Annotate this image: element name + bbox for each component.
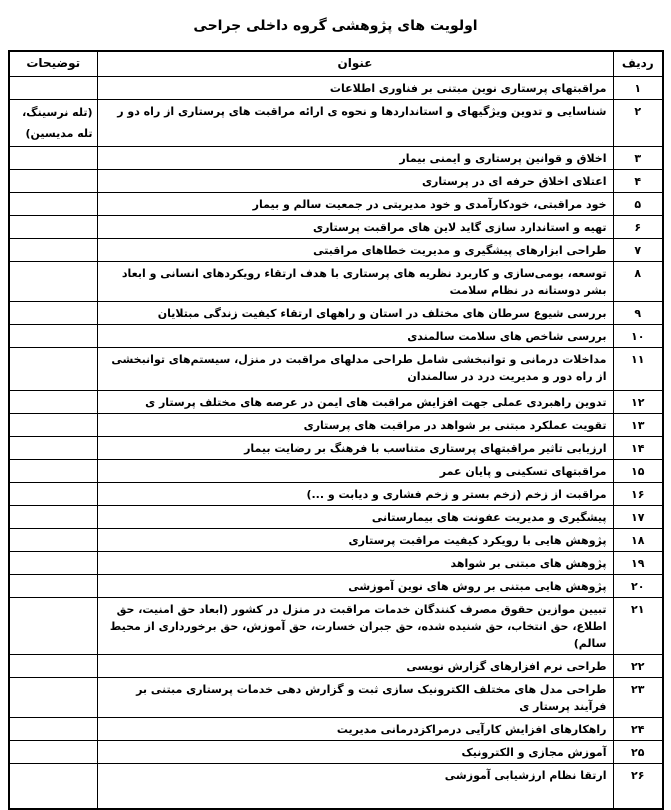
row-title: شناسایی و تدوین ویژگیهای و استانداردها و نحوه ی ارائه مراقبت های پرستاری از راه دو ر (97, 99, 613, 146)
table-row (9, 146, 663, 169)
row-title: تبیین موازین حقوق مصرف کنندگان خدمات مراقبت در منزل در کشور (ابعاد حق امنیت، حق اطلاع، حق انتخاب، حق شنیده شده، حق جبران خسارت، حق آموزش، حق برخورداری از محیط سالم) (97, 597, 613, 654)
priorities-table (8, 50, 664, 810)
row-number: ۵ (613, 192, 663, 215)
table-row (9, 740, 663, 763)
row-title: تدوین راهبردی عملی جهت افزایش مراقبت های ایمن در عرصه های مختلف پرستار ی (97, 390, 613, 413)
row-title: پژوهش هایی با رویکرد کیفیت مراقبت پرستاری (97, 528, 613, 551)
row-number: ۳ (613, 146, 663, 169)
table-row (9, 76, 663, 99)
row-notes (9, 76, 97, 99)
row-notes (9, 192, 97, 215)
row-notes (9, 551, 97, 574)
row-title: مراقبتهای پرستاری نوین مبتنی بر فناوری اطلاعات (97, 76, 613, 99)
table-row (9, 574, 663, 597)
row-number: ۲۲ (613, 654, 663, 677)
row-number: ۱۸ (613, 528, 663, 551)
row-title: توسعه، بومی‌سازی و کاربرد نظریه های پرستاری با هدف ارتقاء رویکردهای انسانی و ابعاد بشر دوستانه در نظام سلامت (97, 261, 613, 301)
row-title: طراحی نرم افزارهای گزارش نویسی (97, 654, 613, 677)
table-row (9, 390, 663, 413)
table-row (9, 459, 663, 482)
row-number: ۱۲ (613, 390, 663, 413)
row-number: ۱۰ (613, 324, 663, 347)
row-notes (9, 482, 97, 505)
row-number: ۲۶ (613, 763, 663, 809)
row-number: ۸ (613, 261, 663, 301)
table-row (9, 215, 663, 238)
table-row (9, 763, 663, 809)
row-title: پژوهش های مبتنی بر شواهد (97, 551, 613, 574)
table-row (9, 301, 663, 324)
row-title: تهیه و استاندارد سازی گاید لاین های مراقبت پرستاری (97, 215, 613, 238)
row-notes (9, 413, 97, 436)
row-title: خود مراقبتی، خودکارآمدی و خود مدیریتی در جمعیت سالم و بیمار (97, 192, 613, 215)
row-title: پیشگیری و مدیریت عفونت های بیمارستانی (97, 505, 613, 528)
row-notes (9, 146, 97, 169)
table-row (9, 528, 663, 551)
row-title: بررسی شیوع سرطان های مختلف در استان و راههای ارتقاء کیفیت زندگی مبتلایان (97, 301, 613, 324)
row-title: پژوهش هایی مبتنی بر روش های نوین آموزشی (97, 574, 613, 597)
row-notes: (تله نرسینگ، تله مدیسین) (9, 99, 97, 146)
row-notes (9, 740, 97, 763)
table-row (9, 677, 663, 717)
table-row (9, 505, 663, 528)
row-title: ارتقا نظام ارزشیابی آموزشی (97, 763, 613, 809)
row-number: ۲۰ (613, 574, 663, 597)
row-number: ۹ (613, 301, 663, 324)
row-number: ۲۱ (613, 597, 663, 654)
row-title: مراقبت از زخم (زخم بستر و زخم فشاری و دیابت و ...) (97, 482, 613, 505)
header-row (9, 51, 663, 76)
header-row-number: ردیف (613, 51, 663, 76)
table-row (9, 551, 663, 574)
row-title: طراحی ابزارهای پیشگیری و مدیریت خطاهای مراقبتی (97, 238, 613, 261)
row-title: راهکارهای افزایش کارآیی درمراکزدرمانی مدیریت (97, 717, 613, 740)
row-notes (9, 215, 97, 238)
table-row (9, 192, 663, 215)
header-notes: توضیحات (9, 51, 97, 76)
row-number: ۲۴ (613, 717, 663, 740)
table-row (9, 482, 663, 505)
page-title: اولویت های پژوهشی گروه داخلی جراحی (193, 18, 478, 34)
row-notes (9, 597, 97, 654)
row-notes (9, 717, 97, 740)
table-row (9, 99, 663, 146)
table-row (9, 238, 663, 261)
row-number: ۲۳ (613, 677, 663, 717)
row-notes (9, 677, 97, 717)
row-notes (9, 763, 97, 809)
table-row (9, 347, 663, 390)
row-notes (9, 261, 97, 301)
row-title: طراحی مدل های مختلف الکترونیک سازی ثبت و گزارش دهی خدمات پرستاری مبتنی بر فرآیند پرستار ی (97, 677, 613, 717)
row-number: ۲۵ (613, 740, 663, 763)
row-title: ارزیابی تاثیر مراقبتهای پرستاری متناسب با فرهنگ بر رضایت بیمار (97, 436, 613, 459)
row-title: مراقبتهای تسکینی و پایان عمر (97, 459, 613, 482)
row-notes (9, 436, 97, 459)
row-notes (9, 169, 97, 192)
row-title: مداخلات درمانی و توانبخشی شامل طراحی مدلهای مراقبت در منزل، سیستم‌های توانبخشی از راه دور و مدیریت درد در سالمندان (97, 347, 613, 390)
row-number: ۴ (613, 169, 663, 192)
row-number: ۱۷ (613, 505, 663, 528)
row-number: ۱۴ (613, 436, 663, 459)
row-notes (9, 390, 97, 413)
table-body (9, 76, 663, 809)
row-number: ۱۱ (613, 347, 663, 390)
header-subject: عنوان (97, 51, 613, 76)
row-title: آموزش مجازی و الکترونیک (97, 740, 613, 763)
row-notes (9, 505, 97, 528)
table-row (9, 413, 663, 436)
table-row (9, 324, 663, 347)
row-notes (9, 528, 97, 551)
table-row (9, 654, 663, 677)
row-notes (9, 238, 97, 261)
row-title: اخلاق و قوانین پرستاری و ایمنی بیمار (97, 146, 613, 169)
row-title: بررسی شاخص های سلامت سالمندی (97, 324, 613, 347)
table-row (9, 261, 663, 301)
row-number: ۷ (613, 238, 663, 261)
row-number: ۱۳ (613, 413, 663, 436)
row-number: ۱۹ (613, 551, 663, 574)
row-notes (9, 324, 97, 347)
row-notes (9, 459, 97, 482)
row-number: ۶ (613, 215, 663, 238)
row-notes (9, 347, 97, 390)
row-number: ۱۶ (613, 482, 663, 505)
row-number: ۲ (613, 99, 663, 146)
table-row (9, 597, 663, 654)
row-title: تقویت عملکرد مبتنی بر شواهد در مراقبت های پرستاری (97, 413, 613, 436)
row-notes (9, 574, 97, 597)
table-row (9, 717, 663, 740)
row-notes (9, 654, 97, 677)
row-number: ۱ (613, 76, 663, 99)
row-number: ۱۵ (613, 459, 663, 482)
table-row (9, 169, 663, 192)
row-title: اعتلای اخلاق حرفه ای در پرستاری (97, 169, 613, 192)
table-row (9, 436, 663, 459)
row-notes (9, 301, 97, 324)
